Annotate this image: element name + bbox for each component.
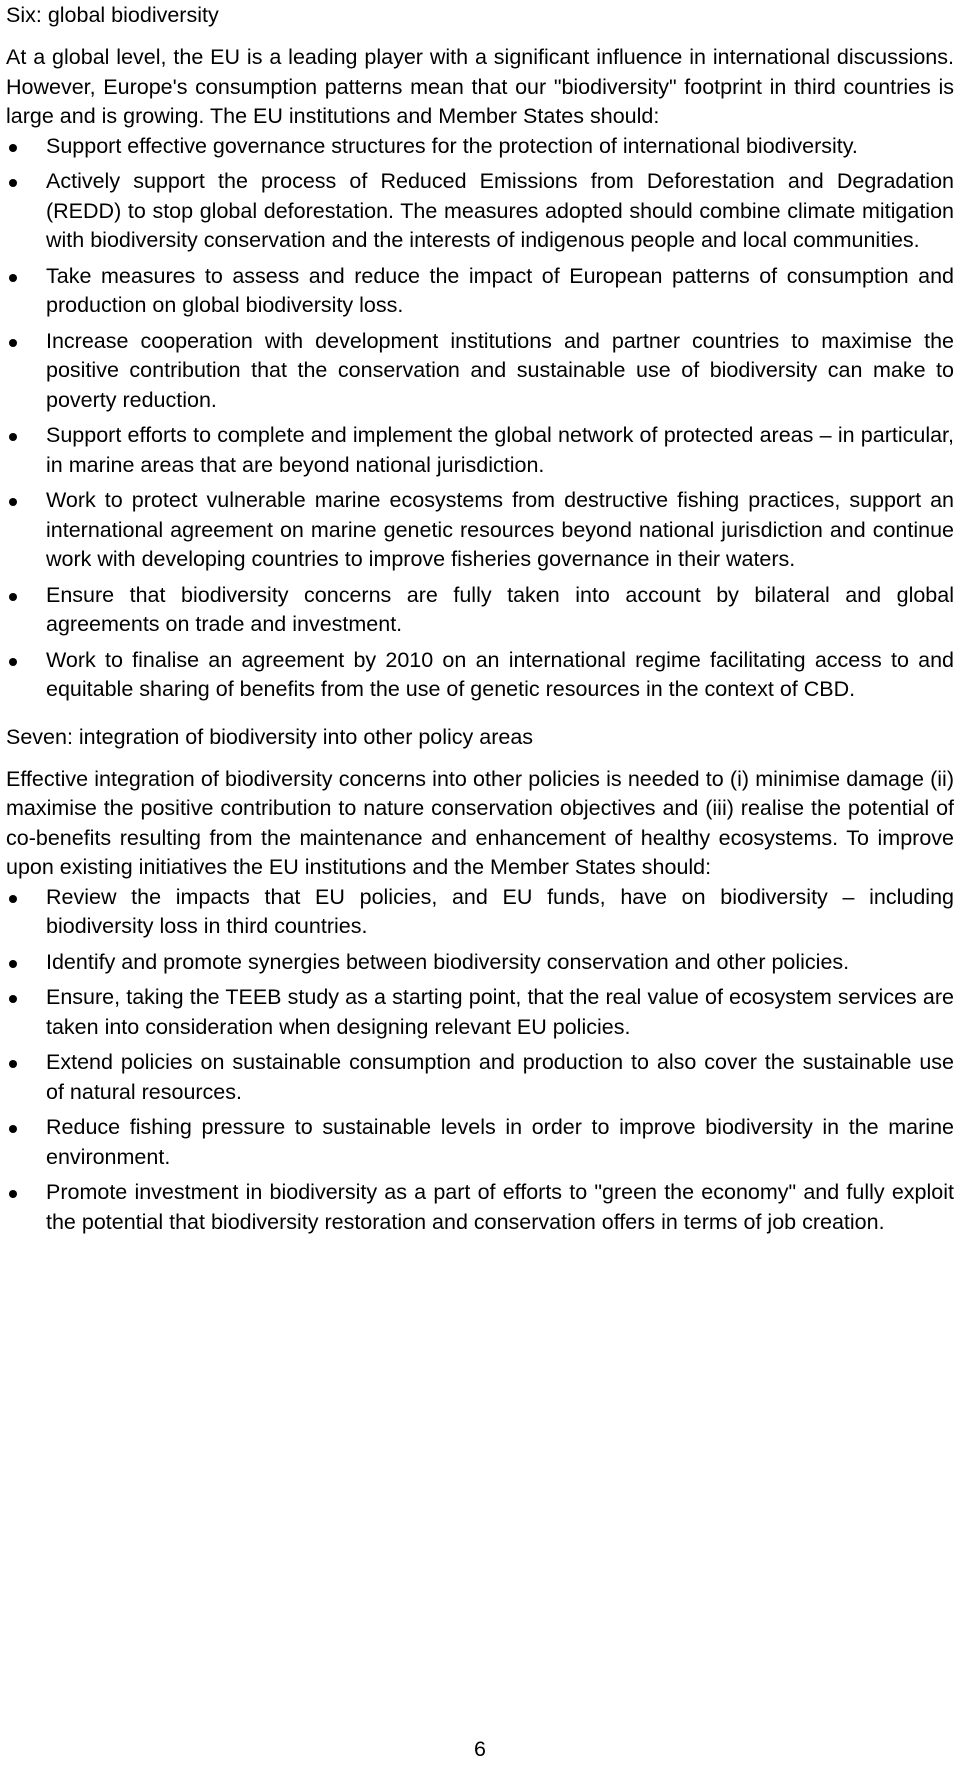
bullet-icon — [9, 498, 17, 506]
list-item — [6, 327, 954, 416]
bullet-icon — [9, 339, 17, 347]
bullet-icon — [9, 274, 17, 282]
section-seven-intro: Effective integration of biodiversity concerns into other policies is needed to (i) minimise damage (ii) maximise the positive contribution to nature conservation objectives and (iii) realise the potential of co-benefits resulting from the maintenance and enhancement of healthy ecosystems. To improve upon existing initiatives the EU institutions and the Member States should: — [6, 766, 954, 879]
page-number: 6 — [474, 1737, 486, 1761]
bullet-icon — [9, 144, 17, 152]
list-item — [6, 581, 954, 640]
list-item-text: Identify and promote synergies between biodiversity conservation and other policies. — [46, 949, 850, 974]
list-item — [6, 132, 954, 162]
section-seven-heading: Seven: integration of biodiversity into other policy areas — [6, 724, 534, 749]
list-item — [6, 948, 954, 978]
list-item — [6, 167, 954, 256]
bullet-icon — [9, 658, 17, 666]
section-six-intro: At a global level, the EU is a leading player with a significant influence in international discussions. However, Europe's consumption patterns mean that our "biodiversity" footprint in third countries is large and is growing. The EU institutions and Member States should: — [6, 45, 954, 128]
list-item — [6, 646, 954, 705]
section-six-heading: Six: global biodiversity — [6, 3, 219, 27]
bullet-icon — [9, 179, 17, 187]
list-item — [6, 262, 954, 321]
bullet-icon — [9, 1190, 17, 1198]
document-page — [6, 0, 954, 1237]
bullet-icon — [9, 1125, 17, 1133]
bullet-icon — [9, 995, 17, 1003]
bullet-icon — [9, 895, 17, 903]
list-item — [6, 1113, 954, 1172]
list-item-text: Support effective governance structures for the protection of international biodiversity. — [46, 133, 858, 158]
bullet-icon — [9, 960, 17, 968]
section-six-list — [6, 132, 954, 705]
list-item-text: Extend policies on sustainable consumption and production to also cover the sustainable use of natural resources. — [46, 1050, 954, 1104]
list-item — [6, 486, 954, 575]
list-item-text: Ensure, taking the TEEB study as a starting point, that the real value of ecosystem services are taken into consideration when designing relevant EU policies. — [46, 985, 954, 1039]
bullet-icon — [9, 593, 17, 601]
list-item-text: Promote investment in biodiversity as a part of efforts to "green the economy" and fully exploit the potential that biodiversity restoration and conservation offers in terms of job creation. — [46, 1180, 954, 1234]
list-item-text: Work to finalise an agreement by 2010 on an international regime facilitating access to and equitable sharing of benefits from the use of genetic resources in the context of CBD. — [46, 647, 954, 701]
list-item-text: Reduce fishing pressure to sustainable levels in order to improve biodiversity in the marine environment. — [46, 1115, 954, 1169]
bullet-icon — [9, 1060, 17, 1068]
list-item-text: Take measures to assess and reduce the impact of European patterns of consumption and production on global biodiversity loss. — [46, 263, 954, 317]
list-item-text: Ensure that biodiversity concerns are fully taken into account by bilateral and global agreements on trade and investment. — [46, 582, 954, 636]
list-item-text: Actively support the process of Reduced Emissions from Deforestation and Degradation (REDD) to stop global deforestation. The measures adopted should combine climate mitigation with biodiversity conservation and the interests of indigenous people and local communities. — [46, 169, 954, 252]
bullet-icon — [9, 433, 17, 441]
list-item — [6, 421, 954, 480]
list-item-text: Review the impacts that EU policies, and EU funds, have on biodiversity – including biodiversity loss in third countries. — [46, 884, 954, 938]
list-item — [6, 1048, 954, 1107]
section-seven-list — [6, 883, 954, 1238]
list-item — [6, 983, 954, 1042]
list-item — [6, 883, 954, 942]
list-item-text: Work to protect vulnerable marine ecosystems from destructive fishing practices, support an international agreement on marine genetic resources beyond national jurisdiction and continue work with developing countries to improve fisheries governance in their waters. — [46, 488, 954, 571]
list-item-text: Increase cooperation with development institutions and partner countries to maximise the positive contribution that the conservation and sustainable use of biodiversity can make to poverty reduction. — [46, 328, 954, 412]
list-item-text: Support efforts to complete and implement the global network of protected areas – in particular, in marine areas that are beyond national jurisdiction. — [46, 423, 954, 477]
list-item — [6, 1178, 954, 1237]
